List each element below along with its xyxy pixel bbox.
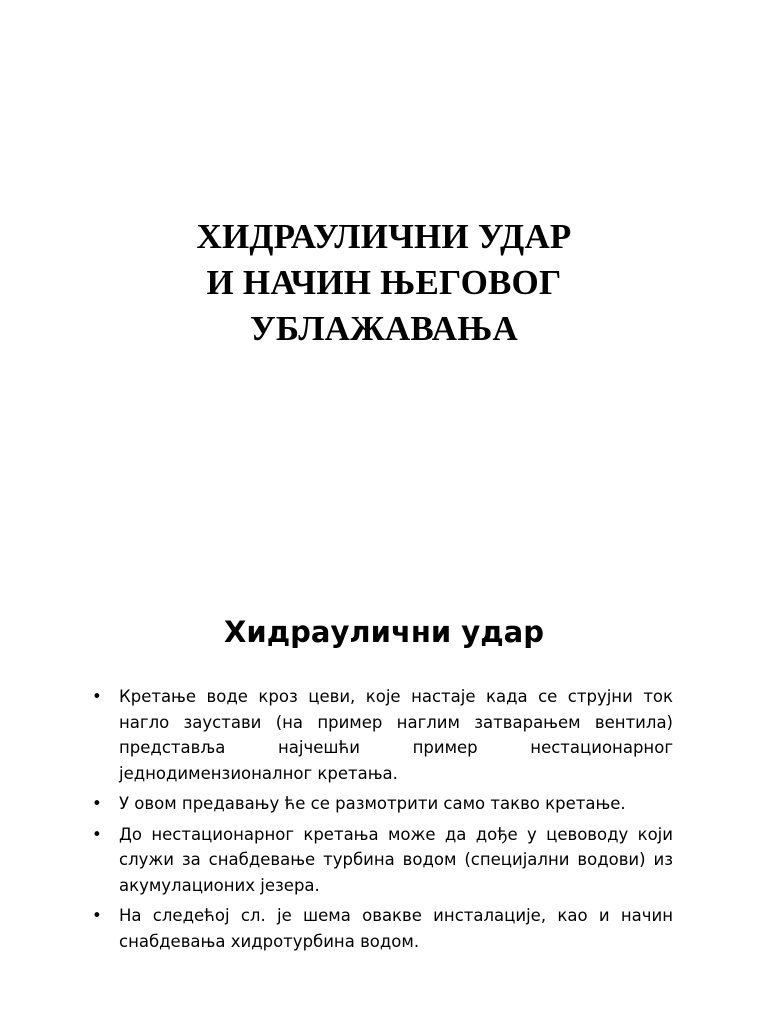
slide-1-title-line: УБЛАЖАВАЊА bbox=[250, 309, 518, 348]
bullet-text: У овом предавању ће се размотрити само такво кретање. bbox=[119, 794, 626, 813]
bullet-text: Кретање воде кроз цеви, које настаје када се струјни ток нагло заустави (на пример наглим затварањем вентила) представља најчешћи пример нестационарног једнодимензионалног кретања. bbox=[119, 687, 673, 783]
bullet-item bbox=[92, 791, 673, 817]
slide-1-title bbox=[0, 214, 768, 352]
bullet-text: До нестационарног кретања може да дође у цевоводу који служи за снабдевање турбина водом (специјални водови) из акумулационих језера. bbox=[119, 824, 673, 895]
bullet-icon: • bbox=[92, 687, 102, 706]
bullet-text: На следећој сл. је шема овакве инсталације, као и начин снабдевања хидротурбина водом. bbox=[119, 906, 673, 951]
slide-2-title: Хидраулични удар bbox=[224, 615, 544, 649]
bullet-icon: • bbox=[92, 824, 102, 844]
bullet-item bbox=[92, 822, 673, 899]
bullet-item bbox=[92, 903, 673, 954]
bullet-item bbox=[92, 684, 673, 786]
slide-1-title-line: И НАЧИН ЊЕГОВОГ bbox=[206, 263, 562, 302]
slide-1-title-line: ХИДРАУЛИЧНИ УДАР bbox=[196, 217, 572, 256]
bullet-icon: • bbox=[92, 906, 102, 925]
bullet-icon: • bbox=[92, 794, 102, 813]
bullet-list bbox=[92, 684, 673, 959]
